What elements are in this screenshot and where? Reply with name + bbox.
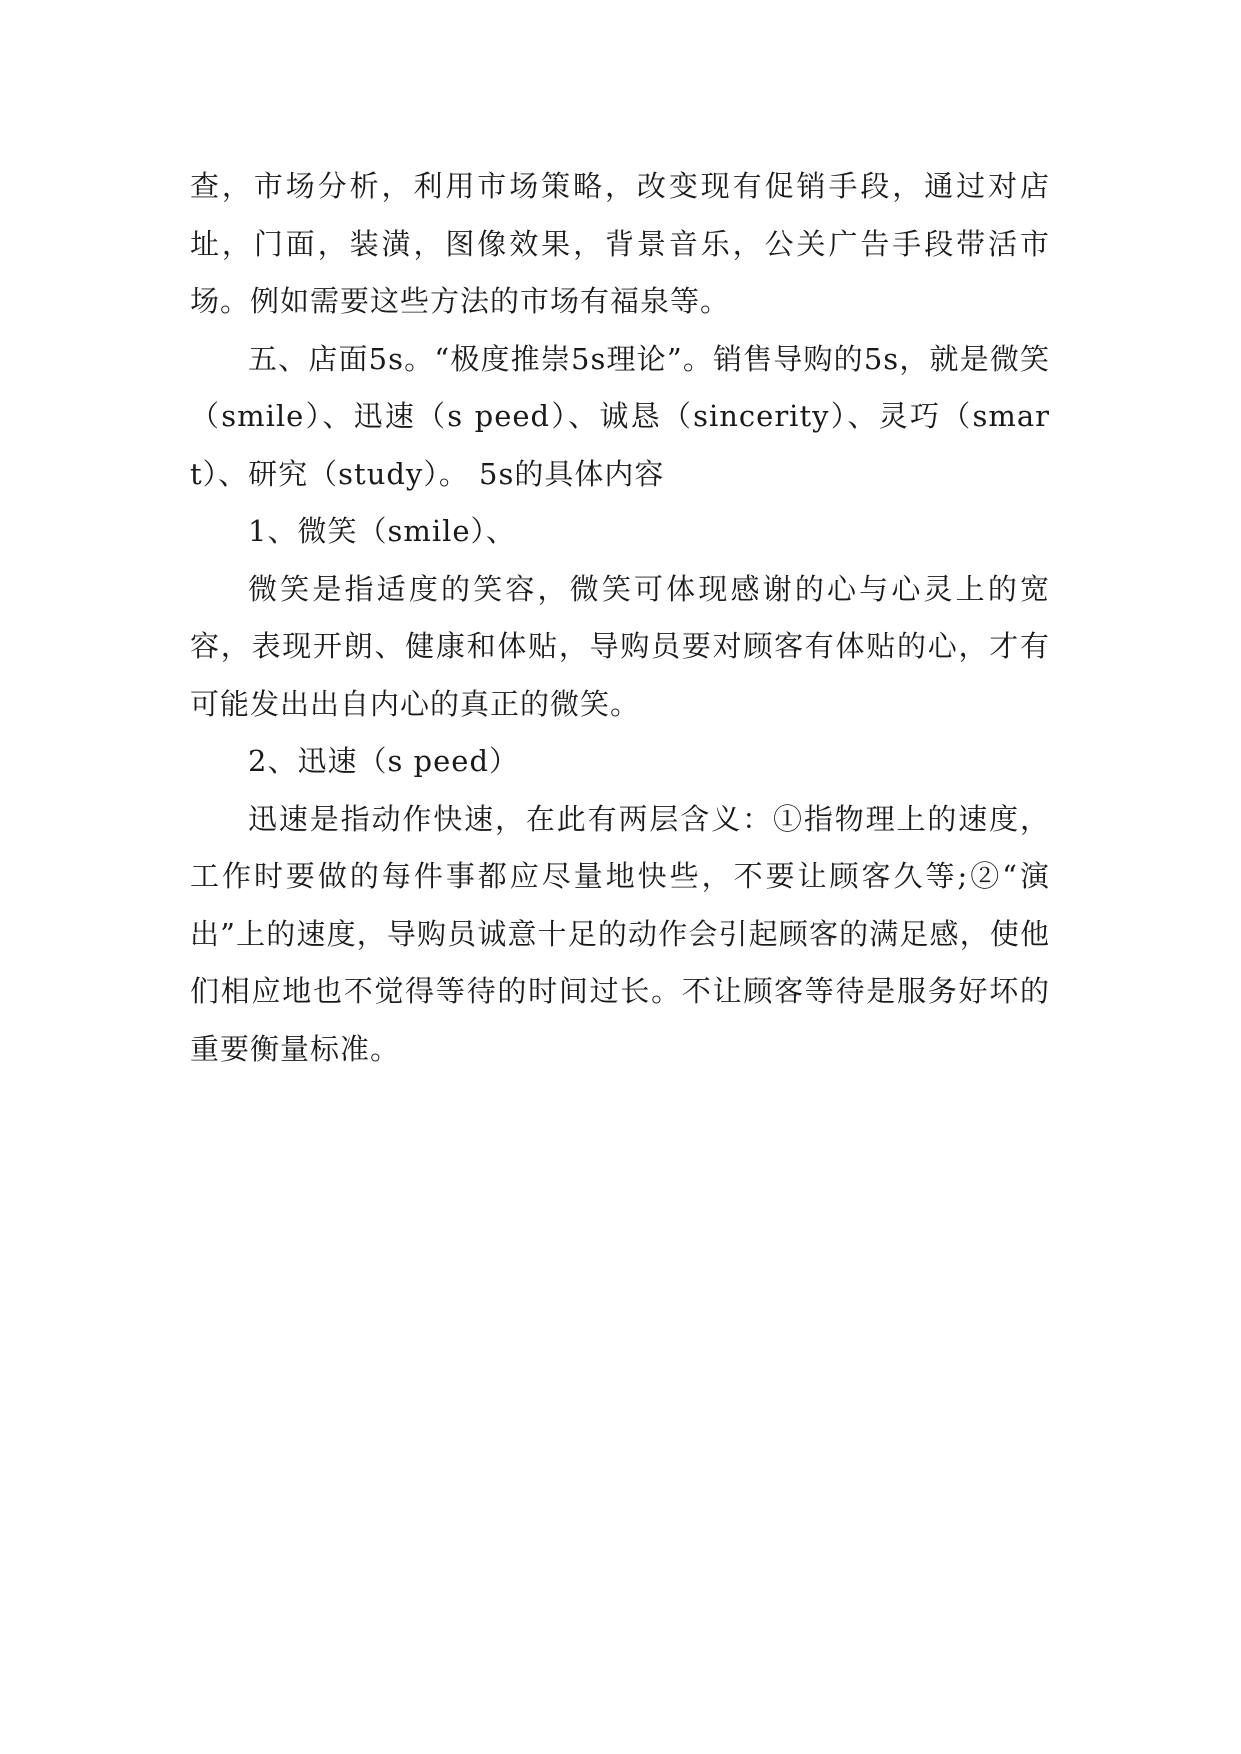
paragraph-continuation: 查，市场分析，利用市场策略，改变现有促销手段，通过对店址，门面，装潢，图像效果，背景音乐，公关广告手段带活市场。例如需要这些方法的市场有福泉等。 [190,169,1050,318]
paragraph-heading-speed: 2、迅速（s peed） [248,744,520,778]
document-body [190,158,1050,1078]
paragraph-smile-detail: 微笑是指适度的笑容，微笑可体现感谢的心与心灵上的宽容，表现开朗、健康和体贴，导购员要对顾客有体贴的心，才有可能发出出自内心的真正的微笑。 [190,571,1050,721]
paragraph-heading-smile: 1、微笑（smile）、 [248,514,517,548]
paragraph-speed-detail: 迅速是指动作快速，在此有两层含义：①指物理上的速度，工作时要做的每件事都应尽量地快些，不要让顾客久等;②“演出”上的速度，导购员诚意十足的动作会引起顾客的满足感，使他们相应地也不觉得等待的时间过长。不让顾客等待是服务好坏的重要衡量标准。 [190,801,1050,1066]
paragraph-section-five: 五、店面5s。“极度推崇5s理论”。销售导购的5s，就是微笑（smile）、迅速（s peed）、诚恳（sincerity）、灵巧（smart）、研究（study）。 5s的具体内容 [190,341,1050,491]
